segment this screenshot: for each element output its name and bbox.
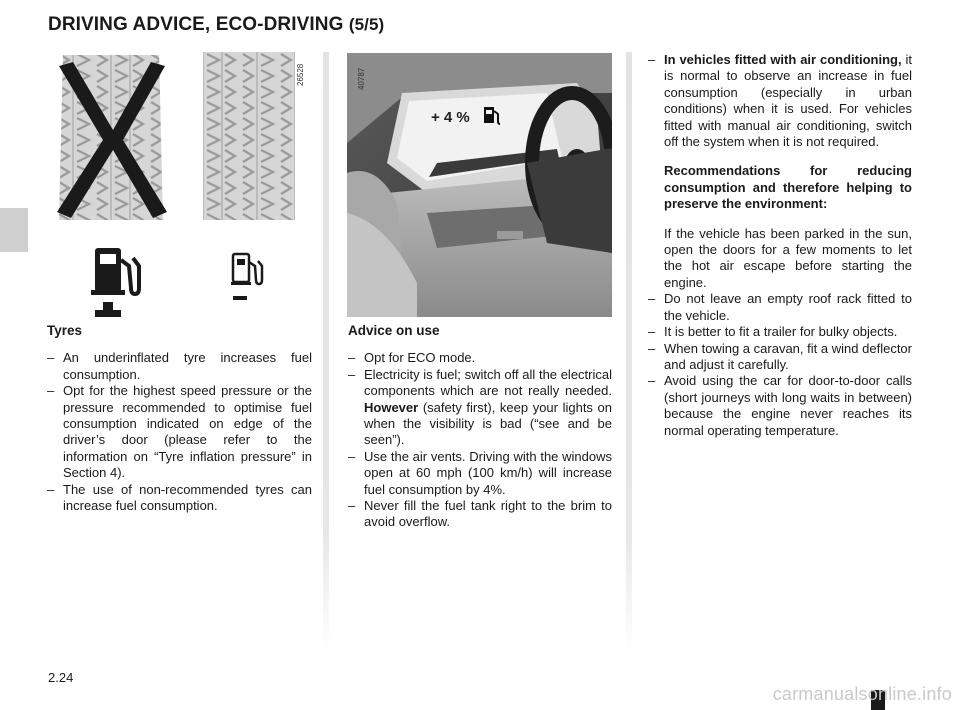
list-item: – Electricity is fuel; switch off all the electrical components which are not really needed. However (safety first), keep your lights on when the visibility is bad (“see and be seen”). [348,366,612,448]
ac-list [648,52,912,150]
list-item: – In vehicles fitted with air conditioning, it is normal to observe an increase in fuel consumption (especially in urban conditions) when it is used. For vehicles fitted with manual air conditioning, switch off the system when it is not required. [648,52,912,150]
fuel-increase-label: + 4 % [431,109,470,126]
list-item: – Avoid using the car for door-to-door calls (short journeys with long waits in between) because the engine never reaches its normal operating temperature. [648,373,912,438]
advice-list [348,350,612,530]
ac-bold: In vehicles fitted with air conditioning, [664,52,902,67]
fuel-pump-large-icon [91,248,139,317]
fuel-pump-small-icon [231,254,262,300]
car-interior-photo [347,53,612,317]
right-tyre [203,52,295,220]
list-item: – When towing a caravan, fit a wind deflector and adjust it carefully. [648,340,912,372]
page-title-part: (5/5) [348,15,385,34]
environment-list [648,291,912,439]
environment-section [648,52,912,439]
page-title [48,14,384,36]
advice-heading: Advice on use [348,323,440,338]
list-item: – Opt for the highest speed pressure or the pressure recommended to optimise fuel consumption indicated on edge of the driver’s door (please refer to the information on “Tyre inflation pressure” in Section 4). [47,383,312,481]
tyres-heading: Tyres [47,323,83,338]
list-item: – Opt for ECO mode. [348,350,476,366]
list-item: – Do not leave an empty roof rack fitted to the vehicle. [648,291,912,323]
tyres-section [47,323,312,514]
tyre-figure-code: 26528 [296,63,305,86]
car-figure-code: 40787 [357,67,366,90]
watermark: carmanualsonline.info [772,684,952,704]
list-item: – It is better to fit a trailer for bulky objects. [648,324,898,340]
list-item: – Never fill the fuel tank right to the brim to avoid overflow. [348,498,612,530]
column-divider-2 [626,52,632,652]
section-tab [0,208,28,252]
page-number: 2.24 [48,670,74,685]
list-item: – Use the air vents. Driving with the windows open at 60 mph (100 km/h) will increase fuel consumption by 4%. [348,448,612,497]
tyre-illustration [55,52,315,317]
tyres-list [47,350,312,514]
recommend-heading: Recommendations for reducing consumption and therefore helping to preserve the environment: [664,163,912,212]
column-divider-1 [323,52,329,652]
advice-section [348,323,612,531]
list-item: – The use of non-recommended tyres can increase fuel consumption. [47,481,312,514]
parked-text: If the vehicle has been parked in the sun, open the doors for a few moments to let the hot air escape before starting the engine. [664,225,912,290]
however-emphasis: However [364,399,419,415]
page-title-text: DRIVING ADVICE, ECO-DRIVING [48,14,344,35]
list-item: – An underinflated tyre increases fuel consumption. [47,350,312,382]
